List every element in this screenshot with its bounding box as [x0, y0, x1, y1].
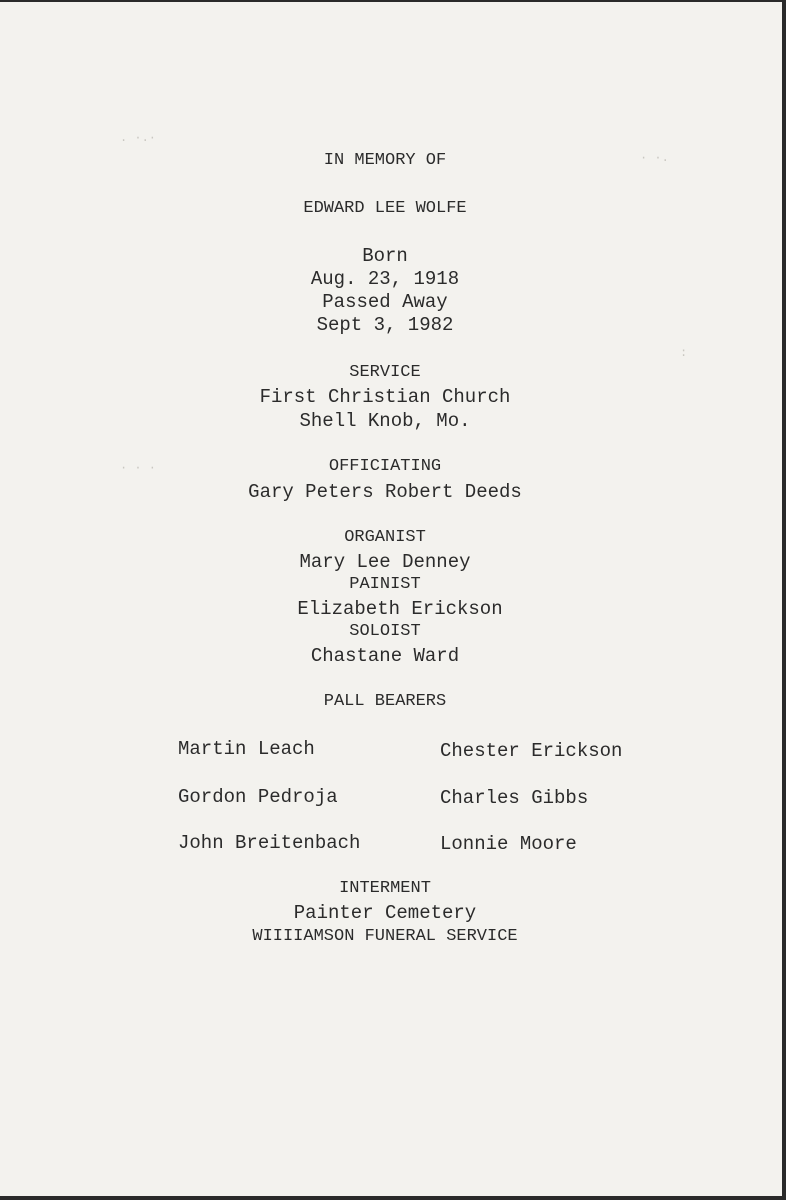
- passed-label: Passed Away: [322, 291, 448, 313]
- pallbearer-name: Charles Gibbs: [440, 787, 589, 809]
- pianist-heading: PAINIST: [349, 575, 421, 594]
- memorial-heading: IN MEMORY OF: [323, 151, 447, 170]
- paper-speck: · · ·: [120, 461, 157, 475]
- pallbearer-name: Chester Erickson: [440, 740, 623, 762]
- interment-heading: INTERMENT: [339, 879, 431, 898]
- pallbearer-name: John Breitenbach: [178, 832, 361, 854]
- pallbearers-heading: PALL BEARERS: [323, 692, 447, 711]
- pallbearer-name: Gordon Pedroja: [178, 786, 338, 808]
- paper-speck: . ·.·: [120, 131, 157, 145]
- deceased-name: EDWARD LEE WOLFE: [303, 199, 467, 218]
- organist-heading: ORGANIST: [344, 528, 426, 547]
- paper-speck: · ·.: [640, 151, 669, 165]
- organist-name: Mary Lee Denney: [299, 551, 471, 573]
- born-date: Aug. 23, 1918: [310, 268, 460, 290]
- paper-speck: :: [680, 346, 688, 360]
- pallbearer-name: Martin Leach: [178, 738, 315, 760]
- soloist-name: Chastane Ward: [310, 645, 460, 667]
- service-church: First Christian Church: [259, 386, 511, 408]
- memorial-page: [0, 2, 782, 1196]
- service-heading: SERVICE: [349, 363, 421, 382]
- soloist-heading: SOLOIST: [349, 622, 421, 641]
- interment-cemetery: Painter Cemetery: [293, 902, 477, 924]
- pallbearer-name: Lonnie Moore: [440, 833, 577, 855]
- service-location: Shell Knob, Mo.: [299, 410, 471, 432]
- funeral-home: WIIIIAMSON FUNERAL SERVICE: [252, 927, 518, 946]
- officiating-names: Gary Peters Robert Deeds: [248, 481, 522, 503]
- pianist-name: Elizabeth Erickson: [297, 598, 503, 620]
- born-label: Born: [362, 245, 408, 267]
- officiating-heading: OFFICIATING: [328, 457, 442, 476]
- passed-date: Sept 3, 1982: [316, 314, 454, 336]
